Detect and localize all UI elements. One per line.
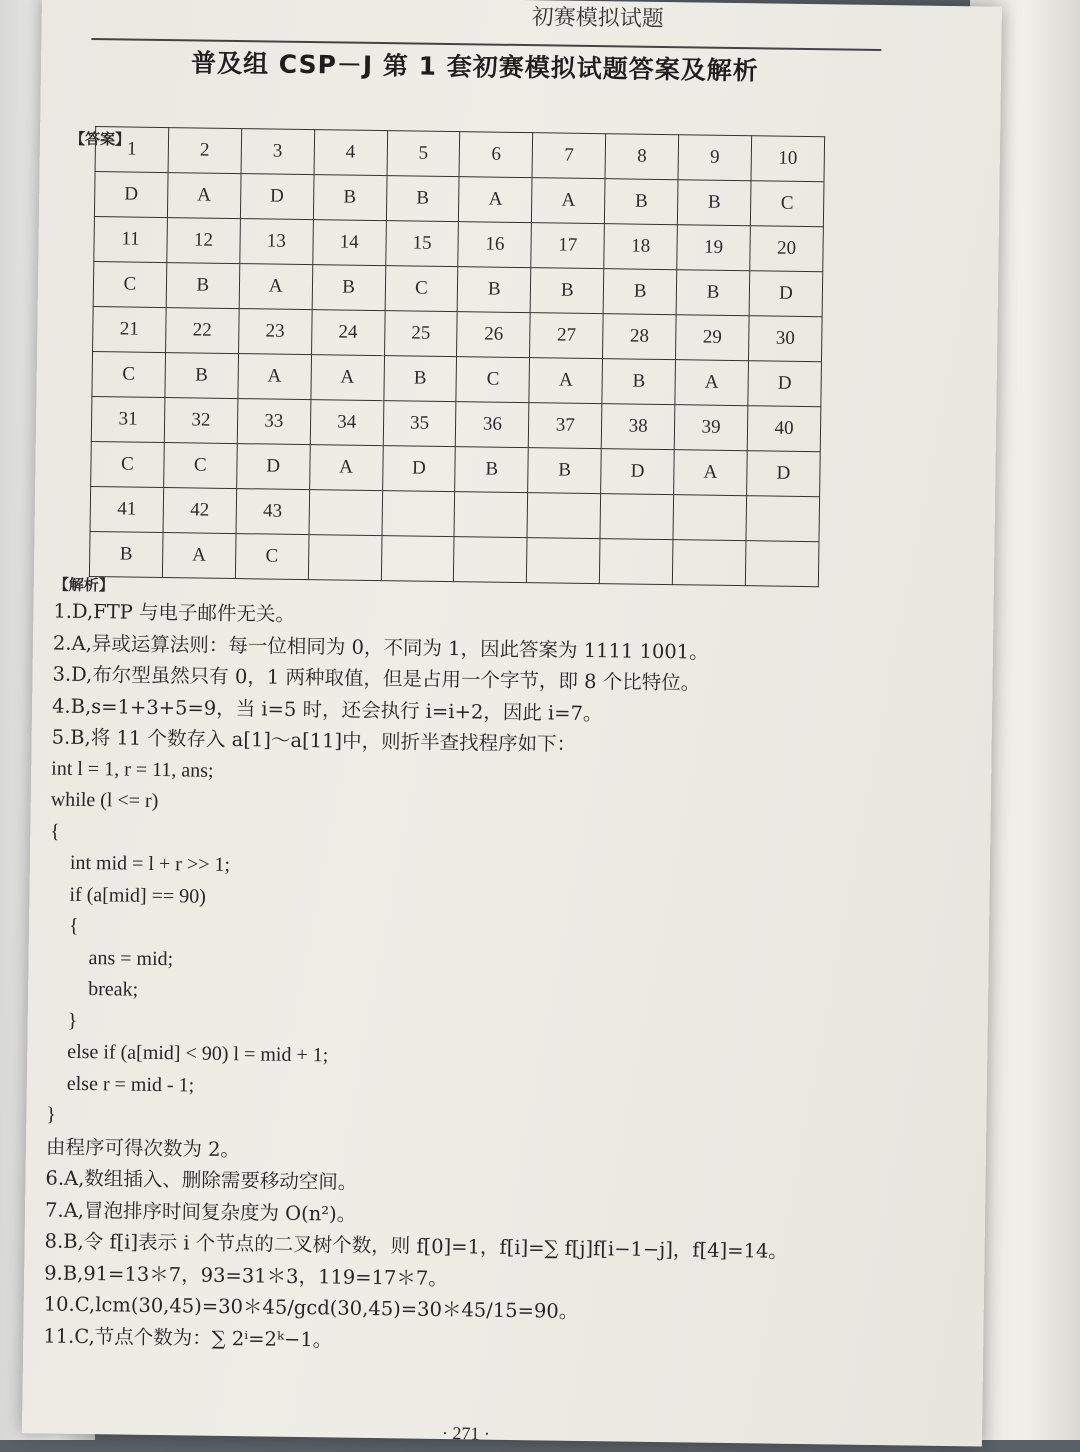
page-number: · 271 · bbox=[441, 1423, 491, 1444]
answer-cell: B bbox=[602, 359, 676, 405]
book-page bbox=[22, 0, 1002, 1447]
code-line: } bbox=[47, 1008, 78, 1032]
question-number-cell: 13 bbox=[240, 219, 314, 265]
question-number-cell: 4 bbox=[314, 130, 388, 176]
answers-label: 【答案】 bbox=[69, 129, 131, 149]
question-number-cell: 7 bbox=[532, 133, 606, 179]
question-number-cell: 33 bbox=[237, 399, 311, 445]
question-number-cell: 21 bbox=[93, 307, 167, 353]
analysis-line: 2.A,异或运算法则：每一位相同为 0，不同为 1，因此答案为 1111 1001。 bbox=[52, 631, 709, 664]
question-number-cell: 12 bbox=[167, 218, 241, 264]
code-line: if (a[mid] == 90) bbox=[49, 882, 207, 908]
question-number-cell: 40 bbox=[747, 406, 821, 452]
answer-cell: B bbox=[89, 532, 163, 578]
question-number-cell: 8 bbox=[605, 134, 679, 180]
question-number-cell: 5 bbox=[387, 131, 461, 177]
question-number-cell: 31 bbox=[91, 397, 165, 443]
answer-cell: C bbox=[91, 442, 165, 488]
analysis-line: 11.C,节点个数为：∑ 2ⁱ=2ᵏ−1。 bbox=[43, 1323, 333, 1351]
question-number-cell: 34 bbox=[310, 400, 384, 446]
question-number-cell: 39 bbox=[674, 405, 748, 451]
question-number-cell: 24 bbox=[311, 310, 385, 356]
analysis-line: 由程序可得次数为 2。 bbox=[45, 1134, 241, 1161]
answer-cell bbox=[600, 539, 674, 585]
answer-cell: B bbox=[455, 447, 529, 493]
question-number-cell: 25 bbox=[384, 311, 458, 357]
answer-cell: C bbox=[93, 262, 167, 308]
question-number-cell: 38 bbox=[601, 404, 675, 450]
answer-cell: B bbox=[165, 353, 239, 399]
answer-cell: D bbox=[94, 172, 168, 218]
code-line: int l = 1, r = 11, ans; bbox=[51, 757, 214, 782]
question-number-cell: 15 bbox=[385, 221, 459, 267]
question-number-cell bbox=[746, 496, 820, 542]
question-number-cell: 36 bbox=[456, 402, 530, 448]
analysis-line: 6.A,数组插入、删除需要移动空间。 bbox=[45, 1166, 358, 1194]
question-number-cell: 22 bbox=[165, 308, 239, 354]
answer-cell: A bbox=[239, 264, 313, 310]
answer-cell bbox=[527, 538, 601, 584]
answer-cell: B bbox=[386, 176, 460, 222]
analysis-label: 【解析】 bbox=[53, 575, 114, 595]
answer-cell bbox=[745, 541, 819, 587]
answer-cell: A bbox=[238, 354, 312, 400]
answer-cell: C bbox=[456, 357, 530, 403]
analysis-line: 4.B,s=1+3+5=9，当 i=5 时，还会执行 i=i+2，因此 i=7。 bbox=[51, 694, 603, 725]
question-number-cell: 42 bbox=[163, 488, 237, 534]
answer-cell bbox=[672, 540, 746, 586]
question-number-cell: 43 bbox=[236, 489, 310, 535]
analysis-line: 3.D,布尔型虽然只有 0，1 两种取值，但是占用一个字节，即 8 个比特位。 bbox=[52, 662, 701, 695]
answer-cell: D bbox=[240, 174, 314, 220]
answer-cell bbox=[308, 535, 382, 581]
question-number-cell bbox=[673, 495, 747, 541]
answer-cell: B bbox=[528, 448, 602, 494]
question-number-cell: 35 bbox=[383, 401, 457, 447]
answer-cell: A bbox=[311, 355, 385, 401]
question-number-cell: 16 bbox=[458, 222, 532, 268]
analysis-line: 9.B,91=13＊7，93=31＊3，119=17＊7。 bbox=[44, 1260, 448, 1290]
analysis-line: 7.A,冒泡排序时间复杂度为 O(n²)。 bbox=[44, 1197, 357, 1226]
table-row bbox=[89, 532, 819, 587]
question-number-cell: 19 bbox=[677, 225, 751, 271]
code-line: else if (a[mid] < 90) l = mid + 1; bbox=[47, 1040, 329, 1067]
analysis-line: 8.B,令 f[i]表示 i 个节点的二叉树个数，则 f[0]=1，f[i]=∑ f[j]f[i−1−j]，f[4]=14。 bbox=[44, 1229, 789, 1263]
analysis-line: 5.B,将 11 个数存入 a[1]～a[11]中，则折半查找程序如下： bbox=[51, 725, 577, 756]
answer-cell: A bbox=[459, 177, 533, 223]
question-number-cell: 3 bbox=[241, 129, 315, 175]
question-number-cell: 2 bbox=[168, 128, 242, 174]
answer-cell bbox=[381, 536, 455, 582]
code-line: else r = mid - 1; bbox=[46, 1071, 195, 1097]
code-line: { bbox=[50, 819, 61, 843]
question-number-cell: 27 bbox=[530, 313, 604, 359]
question-number-cell: 32 bbox=[164, 398, 238, 444]
answer-cell: C bbox=[92, 352, 166, 398]
code-line: } bbox=[46, 1103, 57, 1126]
analysis-line: 10.C,lcm(30,45)=30＊45/gcd(30,45)=30＊45/15=90。 bbox=[43, 1292, 579, 1323]
answer-cell: C bbox=[164, 443, 238, 489]
code-line: while (l <= r) bbox=[50, 788, 159, 812]
answer-cell: D bbox=[236, 444, 310, 490]
answer-cell: B bbox=[458, 267, 532, 313]
question-number-cell: 29 bbox=[676, 315, 750, 361]
answer-cell: B bbox=[676, 270, 750, 316]
question-number-cell: 17 bbox=[531, 223, 605, 269]
answer-cell: A bbox=[529, 358, 603, 404]
code-line: int mid = l + r >> 1; bbox=[49, 851, 231, 877]
answer-cell: A bbox=[674, 450, 748, 496]
answer-cell: A bbox=[167, 173, 241, 219]
question-number-cell: 18 bbox=[604, 224, 678, 270]
page-title: 普及组 CSP－J 第 1 套初赛模拟试题答案及解析 bbox=[190, 48, 759, 86]
answer-cell: B bbox=[603, 269, 677, 315]
code-line: break; bbox=[47, 977, 139, 1001]
analysis-section bbox=[43, 596, 873, 1363]
question-number-cell: 26 bbox=[457, 312, 531, 358]
question-number-cell: 10 bbox=[751, 136, 825, 182]
question-number-cell bbox=[454, 492, 528, 538]
question-number-cell: 28 bbox=[603, 314, 677, 360]
question-number-cell: 23 bbox=[238, 309, 312, 355]
answer-cell bbox=[454, 537, 528, 583]
question-number-cell: 37 bbox=[529, 403, 603, 449]
answer-cell: D bbox=[382, 446, 456, 492]
answer-cell: B bbox=[166, 263, 240, 309]
answer-cell: B bbox=[383, 356, 457, 402]
running-header: 初赛模拟试题 bbox=[531, 5, 664, 32]
question-number-cell bbox=[600, 494, 674, 540]
answer-cell: B bbox=[313, 175, 387, 221]
question-number-cell bbox=[382, 491, 456, 537]
code-line: ans = mid; bbox=[48, 945, 174, 970]
answer-cell: A bbox=[309, 445, 383, 491]
question-number-cell: 1 bbox=[95, 127, 169, 173]
answer-cell: A bbox=[162, 533, 236, 579]
answer-cell: C bbox=[385, 266, 459, 312]
question-number-cell: 41 bbox=[90, 487, 164, 533]
code-line: { bbox=[48, 914, 79, 937]
analysis-line: 1.D,FTP 与电子邮件无关。 bbox=[53, 599, 296, 626]
question-number-cell bbox=[527, 493, 601, 539]
answer-cell: B bbox=[678, 180, 752, 226]
answer-cell: B bbox=[530, 268, 604, 314]
answer-cell: B bbox=[605, 179, 679, 225]
question-number-cell: 11 bbox=[94, 217, 168, 263]
answer-cell: D bbox=[601, 449, 675, 495]
question-number-cell: 14 bbox=[312, 220, 386, 266]
answer-cell: D bbox=[748, 361, 822, 407]
answer-cell: C bbox=[235, 534, 309, 580]
question-number-cell: 20 bbox=[750, 226, 824, 272]
answer-cell: A bbox=[532, 178, 606, 224]
question-number-cell: 6 bbox=[459, 132, 533, 178]
question-number-cell: 30 bbox=[749, 316, 823, 362]
answer-cell: C bbox=[750, 181, 824, 227]
answer-table bbox=[89, 126, 825, 587]
answer-cell: D bbox=[749, 271, 823, 317]
question-number-cell bbox=[309, 490, 383, 536]
answer-cell: A bbox=[675, 360, 749, 406]
answer-cell: B bbox=[312, 265, 386, 311]
answer-cell: D bbox=[747, 451, 821, 497]
question-number-cell: 9 bbox=[678, 135, 752, 181]
